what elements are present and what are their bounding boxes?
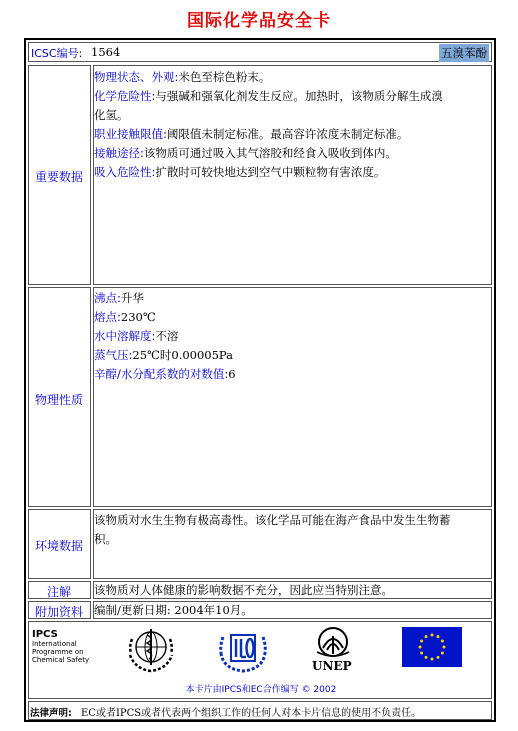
important-data-label: 重要数据 [35,170,84,184]
line-value: 化氢。 [94,108,129,122]
icsc-row [28,42,492,62]
important-label-cell [28,65,91,285]
environment-content-cell [93,509,492,579]
page-title: 国际化学品安全卡 [187,11,331,31]
line-key: 水中溶解度: [94,329,156,343]
physical-line [94,289,491,308]
card-frame [24,38,496,722]
legal-label: 法律声明: [30,708,72,719]
notes-content-cell [93,581,492,599]
credit-line: 本卡片由IPCS和EC合作编写 © 2002 [185,685,337,695]
line-value: 与强碱和强氧化剂发生反应。加热时，该物质分解生成溴 [155,89,443,103]
line-value: 米色至棕色粉末。 [178,70,271,84]
important-line [94,87,491,106]
notes-text: 该物质对人体健康的影响数据不充分，因此应当特别注意。 [94,583,393,597]
additional-text: 编制/更新日期: 2004年10月。 [94,603,253,617]
additional-content-cell [93,601,492,619]
line-value: 6 [228,367,236,381]
chemical-name: 五溴苯酚 [441,46,487,60]
physical-line [94,346,491,365]
line-key: 蒸气压: [94,348,133,362]
line-value: 扩散时可较快地达到空气中颗粒物有害浓度。 [155,165,386,179]
ipcs-logo [32,629,89,664]
legal-text: EC或者IPCS或者代表两个组织工作的任何人对本卡片信息的使用不负责任。 [81,708,422,719]
line-key: 沸点: [94,291,121,305]
environment-line: 该物质对水生生物有极高毒性。该化学品可能在海产食品中发生生物蓄 [94,513,451,527]
line-value: 该物质可通过吸入其气溶胶和经食入吸收到体内。 [143,146,397,160]
ipcs-title: IPCS [32,629,58,640]
physical-line [94,365,491,384]
physical-line [94,308,491,327]
unep-emblem-icon [309,626,357,660]
icsc-label: ICSC编号: [31,47,83,60]
important-line [94,163,491,182]
important-line [94,106,491,125]
ilo-emblem-icon [215,625,271,673]
physical-properties-label: 物理性质 [35,393,84,407]
icsc-number: 1564 [91,45,121,59]
line-value: 阈限值未制定标准。最高容许浓度未制定标准。 [166,127,409,141]
important-line [94,144,491,163]
line-key: 物理状态、外观: [94,70,179,84]
line-key: 化学危险性: [94,89,156,103]
line-key: 接触途径: [94,146,144,160]
legal-row [28,701,492,720]
additional-info-label: 附加资料 [35,605,84,619]
line-key: 熔点: [94,310,121,324]
environment-data-label: 环境数据 [35,539,84,553]
line-value: 25℃时0.00005Pa [132,348,234,362]
notes-label: 注解 [47,585,72,599]
ipcs-line: International [32,640,77,648]
environment-label-cell [28,509,91,579]
line-value: 升华 [120,291,144,305]
environment-line: 积。 [94,532,117,546]
logos-row [28,621,492,699]
ipcs-line: Chemical Safety [32,656,90,664]
important-line [94,125,491,144]
eu-flag-icon [402,627,462,667]
ipcs-line: Programme on [32,648,84,656]
physical-label-cell [28,287,91,507]
line-key: 吸入危险性: [94,165,156,179]
line-value: 230℃ [120,310,156,324]
line-key: 辛醇/水分配系数的对数值: [94,367,229,381]
who-emblem-icon [125,625,177,673]
important-line [94,68,491,87]
physical-line [94,327,491,346]
unep-label: UNEP [312,659,352,673]
physical-content-cell [93,287,492,507]
notes-label-cell [28,581,91,599]
line-value: 不溶 [155,329,179,343]
line-key: 职业接触限值: [94,127,167,141]
additional-label-cell [28,601,91,619]
important-content-cell [93,65,492,285]
